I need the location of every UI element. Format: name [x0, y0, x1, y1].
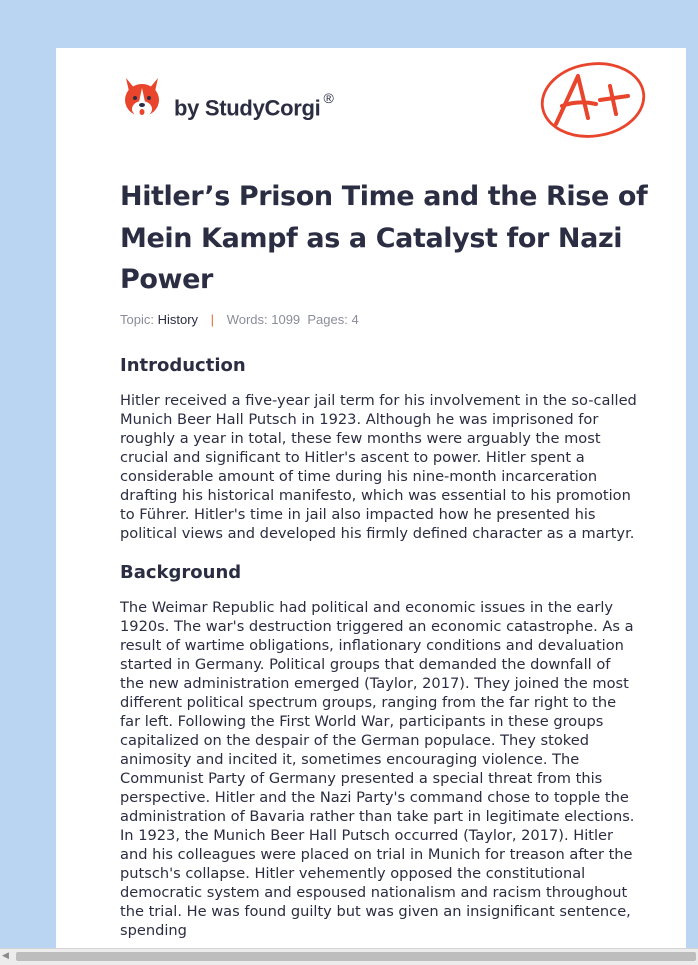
scrollbar-thumb[interactable] [16, 952, 696, 961]
section-heading-background: Background [120, 562, 242, 583]
registered-mark: ® [323, 90, 334, 106]
section-heading-introduction: Introduction [120, 355, 246, 376]
essay-title: Hitler’s Prison Time and the Rise of Mein Kampf as a Catalyst for Nazi Power [120, 181, 648, 295]
essay-meta [120, 312, 359, 327]
a-plus-grade-icon [538, 60, 648, 140]
document-page [56, 48, 686, 964]
page-count: Pages: 4 [307, 312, 359, 327]
meta-separator: | [210, 312, 215, 327]
brand-name[interactable] [174, 90, 334, 121]
section-text-background: The Weimar Republic had political and economic issues in the early 1920s. The war's destruction triggered an economic catastrophe. As a result of wartime obligations, inflationary conditions and devaluation started in Germany. Political groups that demanded the downfall of the new administration emerged (Taylor, 2017). They joined the most different political spectrum groups, ranging from the far right to the far left. Following the First World War, participants in these groups capitalized on the despair of the German populace. They stoked animosity and incited it, sometimes encouraging violence. The Communist Party of Germany presented a special threat from this perspective. Hitler and the Nazi Party's command chose to topple the administration of Bavaria rather than take part in legitimate elections. In 1923, the Munich Beer Hall Putsch occurred (Taylor, 2017). Hitler and his colleagues were placed on trial in Munich for treason after the putsch's collapse. Hitler vehemently opposed the constitutional democratic system and espoused nationalism and racism throughout the trial. He was found guilty but was given an insignificant sentence, spending [120, 599, 635, 939]
section-text-introduction: Hitler received a five-year jail term for his involvement in the so-called Munich Beer Hall Putsch in 1923. Although he was imprisoned for roughly a year in total, these few months were arguably the most crucial and significant to Hitler's ascent to power. Hitler spent a considerable amount of time during his nine-month incarceration drafting his historical manifesto, which was essential to his promotion to Führer. Hitler's time in jail also impacted how he presented his political views and developed his firmly defined character as a martyr. [120, 392, 637, 542]
horizontal-scrollbar[interactable] [0, 948, 698, 965]
corgi-logo-icon [122, 76, 162, 120]
scroll-left-arrow-icon[interactable]: ◀ [2, 951, 9, 961]
topic-label: Topic: [120, 312, 154, 327]
brand-text: by StudyCorgi [174, 95, 321, 121]
word-count: Words: 1099 [226, 312, 301, 327]
topic-link[interactable]: History [157, 312, 199, 327]
